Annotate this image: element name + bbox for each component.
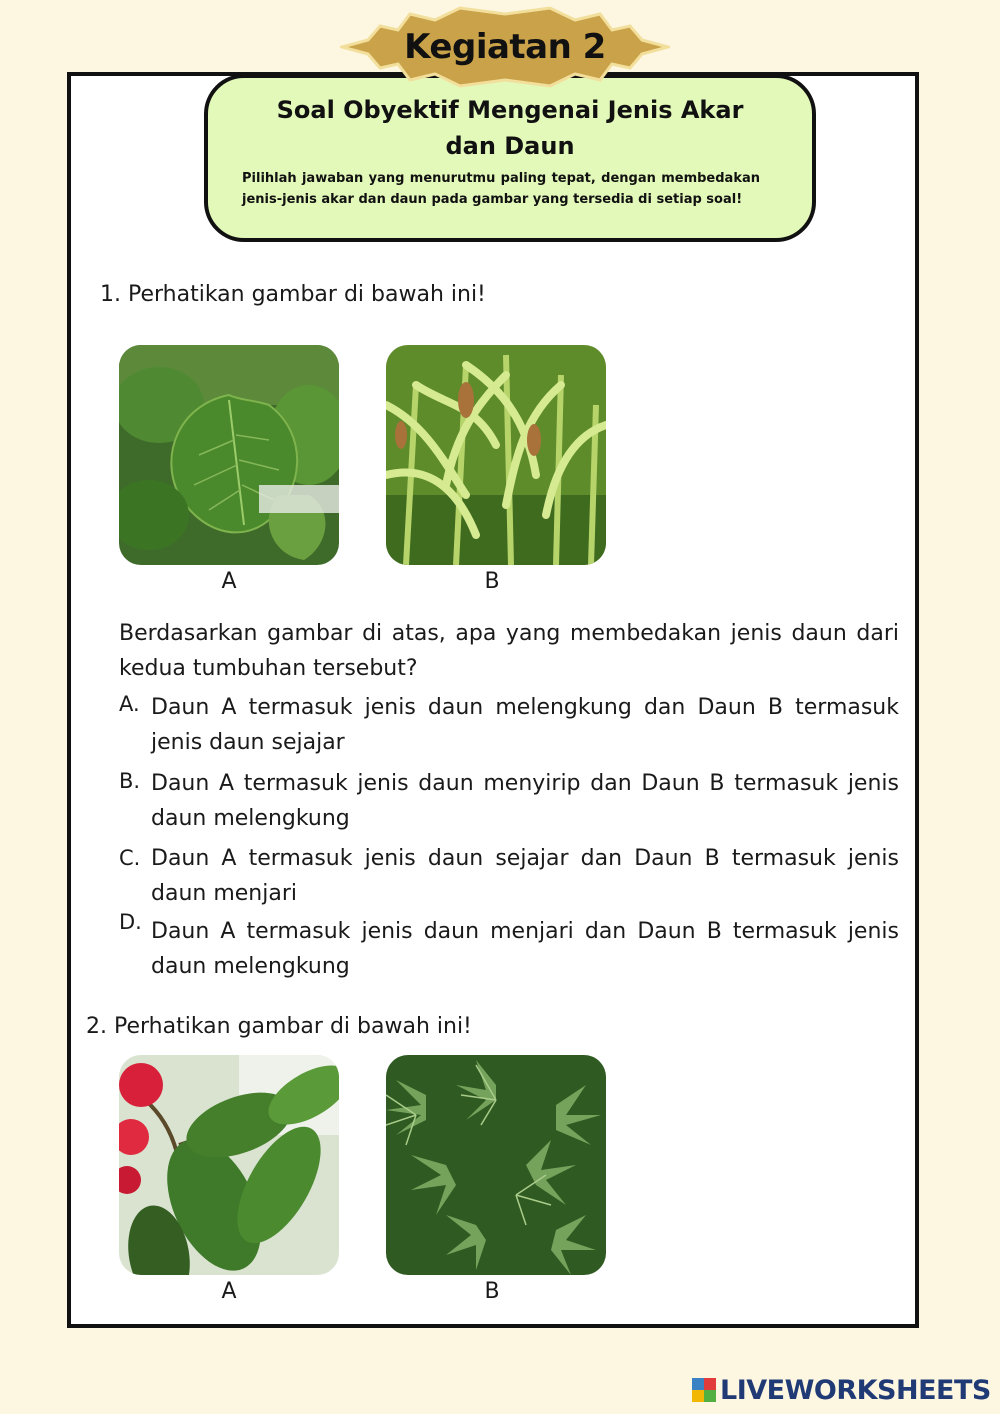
liveworksheets-mark-icon — [692, 1378, 716, 1402]
instruction-header — [204, 74, 816, 242]
option-b-letter[interactable]: B. — [119, 769, 141, 793]
liveworksheets-brand: LIVEWORKSHEETS — [720, 1374, 991, 1406]
activity-badge — [340, 4, 670, 90]
option-a-text[interactable]: Daun A termasuk jenis daun melengkung dan Daun B termasuk jenis daun sejajar — [151, 695, 899, 755]
option-a-letter[interactable]: A. — [119, 692, 140, 716]
question-1-title: 1. Perhatikan gambar di bawah ini! — [100, 282, 486, 307]
header-title-line2: dan Daun — [445, 132, 575, 160]
rambutan-leaf-photo-icon — [119, 1055, 339, 1275]
question-1-prompt: Berdasarkan gambar di atas, apa yang membedakan jenis daun dari kedua tumbuhan tersebut? — [119, 621, 899, 681]
question-2-image-b-label: B — [484, 1279, 500, 1304]
header-instruction: Pilihlah jawaban yang menurutmu paling tepat, dengan membedakan jenis-jenis akar dan daun pada gambar yang tersedia di setiap soal! — [242, 171, 760, 207]
option-d-letter[interactable]: D. — [119, 910, 142, 934]
header-title-line1: Soal Obyektif Mengenai Jenis Akar — [276, 96, 744, 124]
question-1-image-b[interactable] — [386, 345, 606, 565]
question-2-image-a-label: A — [221, 1279, 237, 1304]
corn-plant-photo-icon — [386, 345, 606, 565]
liveworksheets-logo[interactable] — [692, 1370, 991, 1410]
header-title — [238, 92, 782, 164]
option-d-text[interactable]: Daun A termasuk jenis daun menjari dan Daun B termasuk jenis daun melengkung — [151, 919, 899, 979]
option-c-text[interactable]: Daun A termasuk jenis daun sejajar dan Daun B termasuk jenis daun menjari — [151, 846, 899, 906]
question-2-image-b[interactable] — [386, 1055, 606, 1275]
question-1-image-b-label: B — [484, 569, 500, 594]
question-2-image-a[interactable] — [119, 1055, 339, 1275]
question-1-image-a-label: A — [221, 569, 237, 594]
option-c-letter[interactable]: C. — [119, 846, 141, 870]
question-2-title: 2. Perhatikan gambar di bawah ini! — [86, 1014, 472, 1039]
badge-label: Kegiatan 2 — [404, 27, 606, 67]
option-b-text[interactable]: Daun A termasuk jenis daun menyirip dan Daun B termasuk jenis daun melengkung — [151, 771, 899, 831]
heart-shaped-leaf-photo-icon — [119, 345, 339, 565]
question-1-image-a[interactable] — [119, 345, 339, 565]
cassava-plant-photo-icon — [386, 1055, 606, 1275]
